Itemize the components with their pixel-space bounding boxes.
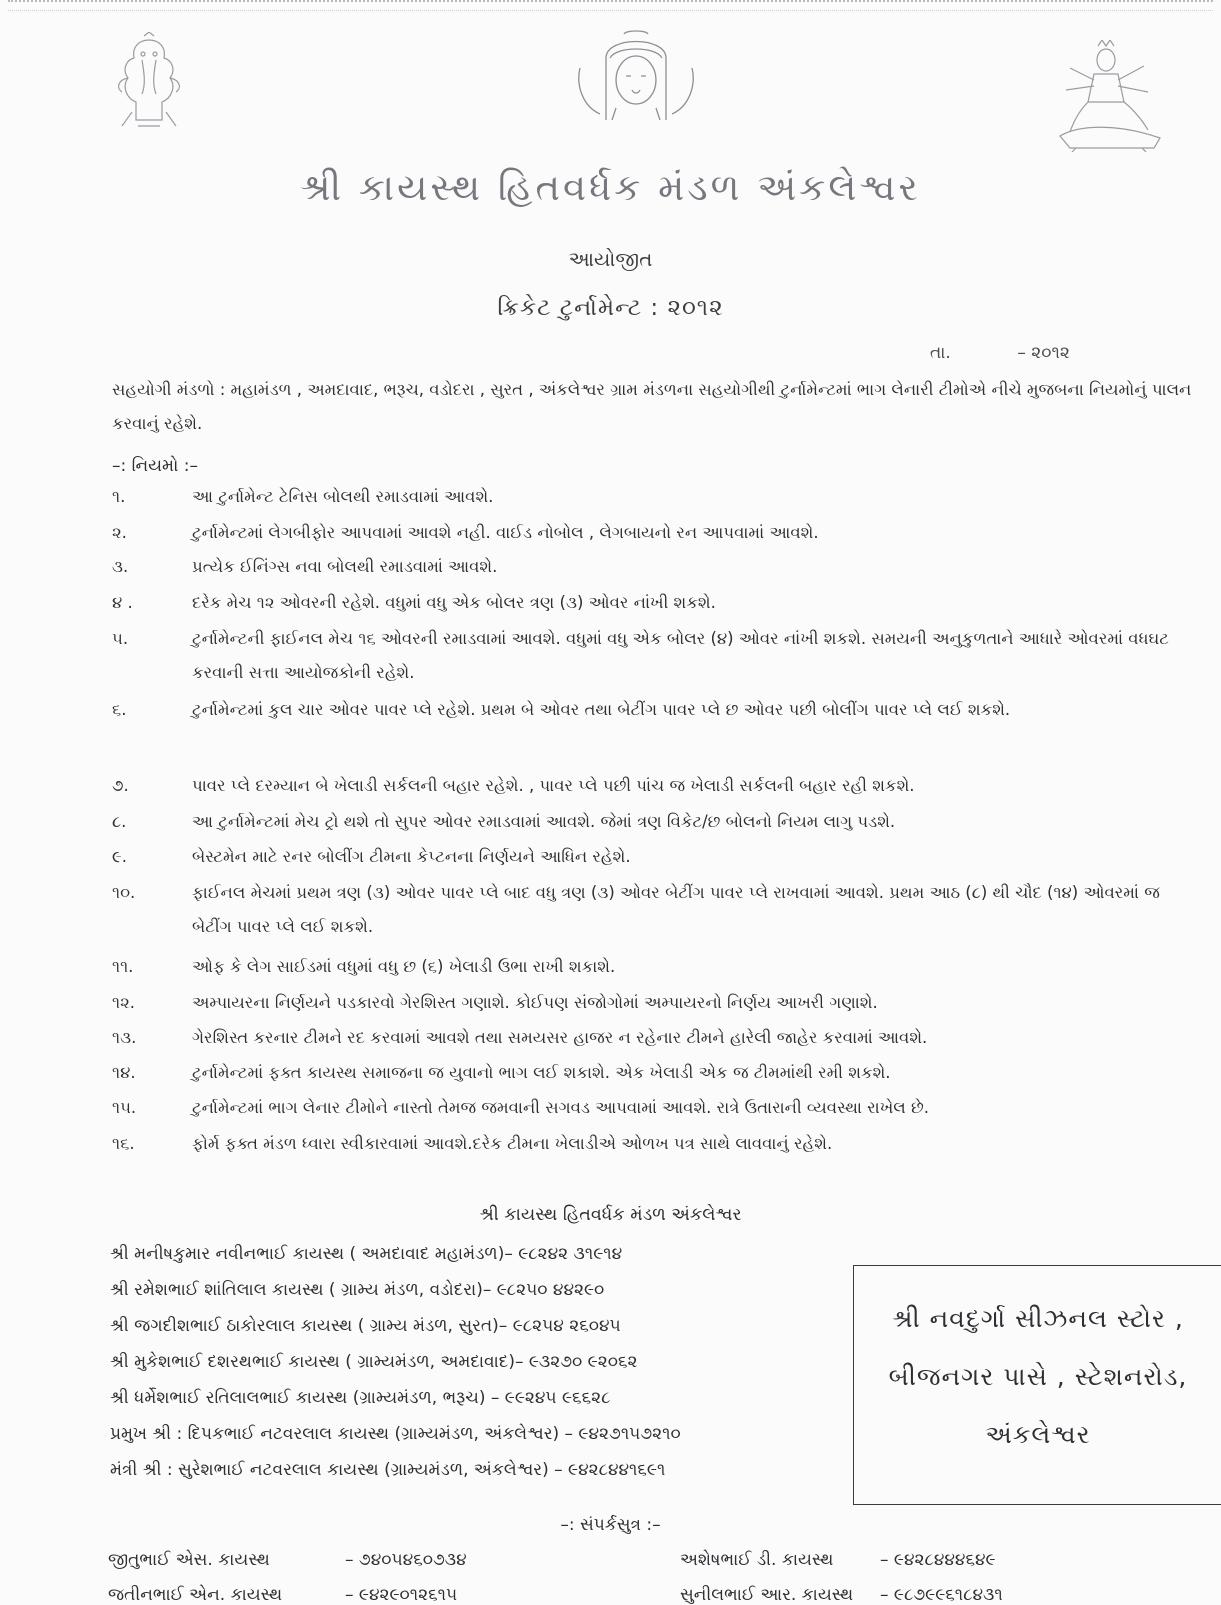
intro-paragraph: સહયોગી મંડળો : મહામંડળ , અમદાવાદ, ભરૂચ, વડોદરા , સુરત , અંકલેશ્વર ગ્રામ મંડળના સહયોગીથી ટુર્નામેન્ટમાં ભાગ લેનારી ટીમોએ નીચે મુજબના નિયમોનું પાલન કરવાનું રહેશે. [112, 380, 1192, 433]
rule-number: ૧. [112, 487, 126, 506]
date-line [930, 343, 1070, 363]
member-line: શ્રી ધર્મેશભાઈ રતિલાલભાઈ કાયસ્થ (ગ્રામ્યમંડળ, ભરૂચ) – ૯૯૨૪૫ ૯૬૬૨૮ [110, 1388, 611, 1408]
president-line: પ્રમુખ શ્રી : દિપકભાઈ નટવરલાલ કાયસ્થ (ગ્રામ્યમંડળ, અંકલેશ્વર) – ૯૪૨૭૧૫૭૨૧૦ [110, 1424, 681, 1444]
store-name: શ્રી નવદુર્ગા સીઝનલ સ્ટોર , [892, 1304, 1184, 1333]
rule-number: ૭. [112, 776, 129, 795]
rule-number: ૪ . [112, 593, 133, 612]
member-line: શ્રી મનીષકુમાર નવીનભાઈ કાયસ્થ ( અમદાવાદ મહામંડળ)– ૯૮૨૪૨ ૩૧૯૧૪ [110, 1244, 623, 1264]
rule-text: ઓફ કે લેગ સાઈડમાં વધુમાં વધુ છ (૬) ખેલાડી ઉભા રાખી શકાશે. [192, 957, 616, 976]
rule-text: ટુર્નામેન્ટમાં ફક્ત કાયસ્થ સમાજના જ યુવાનો ભાગ લઈ શકાશે. એક ખેલાડી એક જ ટીમમાંથી રમી શકશે. [192, 1063, 891, 1082]
contact-phone: – ૯૪૨૮૪૪૪૬૪૯ [880, 1550, 996, 1570]
rule-number: ૨. [112, 523, 127, 542]
organization-signature: શ્રી કાયસ્થ હિતવર્ધક મંડળ અંકલેશ્વર [479, 1205, 742, 1225]
rule-text: ટુર્નામેન્ટમાં ભાગ લેનાર ટીમોને નાસ્તો તેમજ જમવાની સગવડ આપવામાં આવશે. રાત્રે ઉતારાની વ્યવસ્થા રાખેલ છે. [192, 1098, 930, 1117]
rule-number: ૧૬. [112, 1134, 135, 1153]
rule-number: ૧૦. [112, 883, 136, 902]
rule-text: આ ટુર્નામેન્ટમાં મેચ ટ્રો થશે તો સુપર ઓવર રમાડવામાં આવશે. જેમાં ત્રણ વિકેટ/છ બોલનો નિયમ લાગુ પડશે. [192, 812, 896, 831]
rule-number: ૫. [112, 629, 129, 648]
rule-number: ૧૪. [112, 1063, 136, 1082]
rule-text: અમ્પાયરના નિર્ણયને પડકારવો ગેરશિસ્ત ગણાશે. કોઈપણ સંજોગોમાં અમ્પાયરનો નિર્ણય આખરી ગણાશે. [192, 993, 878, 1012]
rule-text: ટુર્નામેન્ટમાં કુલ ચાર ઓવર પાવર પ્લે રહેશે. પ્રથમ બે ઓવર તથા બેટીંગ પાવર પ્લે છ ઓવર પછી બોલીંગ પાવર પ્લે લઈ શકશે. [192, 700, 1011, 719]
contact-phone: – ૭૪૦૫૪૬૦૭૩૪ [345, 1550, 467, 1570]
contact-name: અશેષભાઈ ડી. કાયસ્થ [680, 1550, 834, 1570]
store-address: બીજનગર પાસે , સ્ટેશનરોડ, [888, 1362, 1188, 1391]
secretary-line: મંત્રી શ્રી : સુરેશભાઈ નટવરલાલ કાયસ્થ (ગ્રામ્યમંડળ, અંકલેશ્વર) – ૯૪૨૮૪૪૧૬૯૧ [110, 1460, 666, 1480]
rule-text: પાવર પ્લે દરમ્યાન બે ખેલાડી સર્કલની બહાર રહેશે. , પાવર પ્લે પછી પાંચ જ ખેલાડી સર્કલની બહાર રહી શકશે. [192, 776, 915, 795]
store-address-box [853, 1265, 1221, 1505]
rules-heading: –: નિયમો :– [112, 456, 198, 476]
rule-text: દરેક મેચ ૧૨ ઓવરની રહેશે. વધુમાં વધુ એક બોલર ત્રણ (૩) ઓવર નાંખી શકશે. [192, 593, 716, 612]
contact-phone: – ૯૪૨૯૦૧૨૬૧૫ [345, 1585, 458, 1605]
rule-number: ૬. [112, 700, 127, 719]
rule-text: ફાઈનલ મેચમાં પ્રથમ ત્રણ (૩) ઓવર પાવર પ્લે બાદ વધુ ત્રણ (૩) ઓવર બેટીંગ પાવર પ્લે રાખવામાં આવશે. પ્રથમ આઠ (૮) થી ચૌદ (૧૪) ઓવરમાં જ બેટીંગ પાવર પ્લે લઈ શકશે. [192, 883, 1160, 936]
contact-phone: – ૯૮૭૯૯૬૧૮૪૩૧ [880, 1585, 1003, 1605]
rule-number: ૮. [112, 812, 127, 831]
organised-label: આયોજીત [568, 247, 653, 271]
member-line: શ્રી રમેશભાઈ શાંતિલાલ કાયસ્થ ( ગ્રામ્ય મંડળ, વડોદરા)– ૯૮૨૫૦ ૪૪૨૯૦ [110, 1280, 605, 1300]
contact-name: જીતુભાઈ એસ. કાયસ્થ [108, 1550, 270, 1570]
rule-text: બેસ્ટમેન માટે રનર બોલીંગ ટીમના કેપ્ટનના નિર્ણયને આધિન રહેશે. [192, 847, 631, 866]
rule-text: ટુર્નામેન્ટની ફાઈનલ મેચ ૧૬ ઓવરની રમાડવામાં આવશે. વધુમાં વધુ એક બોલર (૪) ઓવર નાંખી શકશે. સમયની અનુકુળતાને આધારે ઓવરમાં વધઘટ કરવાની સત્તા આયોજકોની રહેશે. [192, 629, 1169, 682]
date-value: – ૨૦૧૨ [1017, 343, 1070, 363]
rule-number: ૧૧. [112, 957, 134, 976]
contacts-heading: –: સંપર્કસુત્ર :– [560, 1515, 661, 1535]
contact-name: સુનીલભાઈ આર. કાયસ્થ [680, 1585, 854, 1605]
member-line: શ્રી જગદીશભાઈ ઠાકોરલાલ કાયસ્થ ( ગ્રામ્ય મંડળ, સુરત)– ૯૮૨૫૪ ૨૬૦૪૫ [110, 1316, 621, 1336]
rule-number: ૧૩. [112, 1028, 137, 1047]
rule-text: ગેરશિસ્ત કરનાર ટીમને રદ કરવામાં આવશે તથા સમયસર હાજર ન રહેનાર ટીમને હારેલી જાહેર કરવામાં આવશે. [192, 1028, 928, 1047]
tournament-title: ક્રિકેટ ટુર્નામેન્ટ : ૨૦૧૨ [497, 295, 724, 321]
rule-text: પ્રત્યેક ઈનિંગ્સ નવા બોલથી રમાડવામાં આવશે. [192, 557, 498, 576]
durga-image [1050, 40, 1168, 152]
rule-number: ૯. [112, 847, 128, 866]
member-line: શ્રી મુકેશભાઈ દશરથભાઈ કાયસ્થ ( ગ્રામ્યમંડળ, અમદાવાદ)– ૯૩૨૭૦ ૯૨૦૬૨ [110, 1352, 638, 1372]
rule-text: આ ટુર્નામેન્ટ ટેનિસ બોલથી રમાડવામાં આવશે. [192, 487, 494, 506]
date-label: તા. [930, 343, 951, 363]
rule-text: ટુર્નામેન્ટમાં લેગબીફોર આપવામાં આવશે નહી. વાઈડ નોબોલ , લેગબાયનો રન આપવામાં આવશે. [192, 523, 819, 542]
contact-name: જતીનભાઈ એન. કાયસ્થ [108, 1585, 283, 1605]
store-city: અંકલેશ્વર [985, 1420, 1091, 1449]
organization-title: શ્રી કાયસ્થ હિતવર્ધક મંડળ અંકલેશ્વર [300, 166, 921, 209]
rule-number: ૧૫. [112, 1098, 137, 1117]
sai-baba-image [576, 28, 696, 124]
ganesh-image [108, 32, 190, 130]
rule-number: ૧૨. [112, 993, 136, 1012]
rule-text: ફોર્મ ફક્ત મંડળ ધ્વારા સ્વીકારવામાં આવશે.દરેક ટીમના ખેલાડીએ ઓળખ પત્ર સાથે લાવવાનું રહેશે. [192, 1134, 833, 1153]
rule-number: ૩. [112, 557, 129, 576]
top-border-dots [8, 0, 1213, 11]
